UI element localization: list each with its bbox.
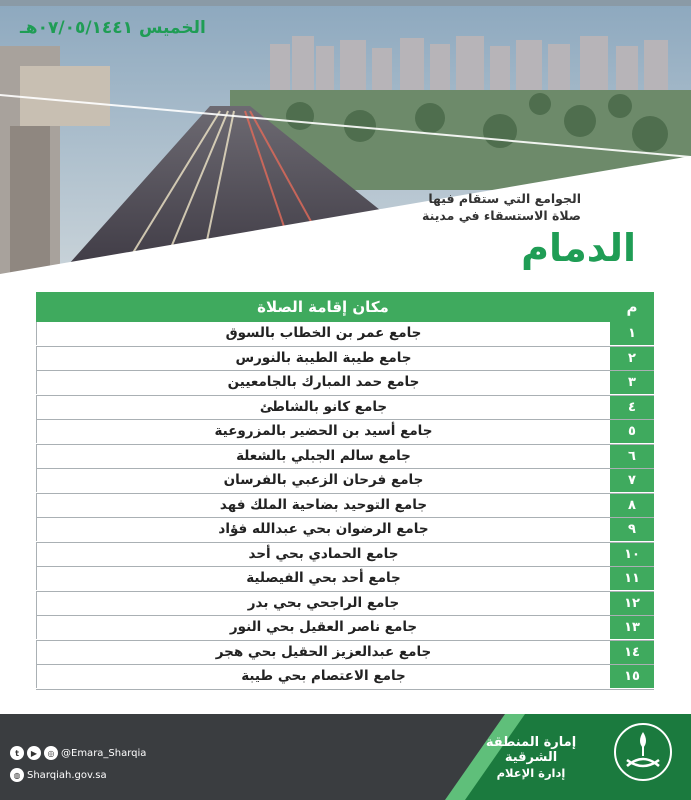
- row-place: جامع حمد المبارك بالجامعيين: [36, 371, 610, 394]
- row-place: جامع الحمادي بحي أحد: [36, 543, 610, 566]
- row-number: ١١: [610, 567, 654, 590]
- row-place: جامع الراجحي بحي بدر: [36, 592, 610, 615]
- table-body: [36, 322, 654, 690]
- row-place: جامع الرضوان بحي عبدالله فؤاد: [36, 518, 610, 541]
- table-row: [36, 396, 654, 421]
- row-place: جامع طيبة الطيبة بالنورس: [36, 347, 610, 370]
- row-number: ٣: [610, 371, 654, 394]
- header-number: م: [626, 298, 638, 316]
- row-number: ٧: [610, 469, 654, 492]
- row-number: ١: [610, 322, 654, 345]
- subtitle-line-2: صلاة الاستسقاء في مدينة: [422, 208, 581, 223]
- youtube-icon: ▶: [27, 746, 41, 760]
- row-number: ٤: [610, 396, 654, 419]
- table-row: [36, 665, 654, 690]
- row-number: ٥: [610, 420, 654, 443]
- row-place: جامع أحد بحي الفيصلية: [36, 567, 610, 590]
- row-place: جامع ناصر العقيل بحي النور: [36, 616, 610, 639]
- date-label: الخميس ٠٧/٠٥/١٤٤١هـ: [20, 18, 206, 38]
- twitter-handle: @Emara_Sharqia: [61, 747, 147, 759]
- row-number: ٢: [610, 347, 654, 370]
- row-number: ١٥: [610, 665, 654, 688]
- twitter-link[interactable]: [10, 742, 146, 764]
- saudi-emblem-icon: [613, 722, 673, 782]
- row-number: ١٠: [610, 543, 654, 566]
- website-url: Sharqiah.gov.sa: [27, 769, 107, 781]
- row-place: جامع سالم الجبلي بالشعلة: [36, 445, 610, 468]
- table-row: [36, 567, 654, 592]
- department-name: إدارة الإعلام: [496, 766, 566, 780]
- table-row: [36, 347, 654, 372]
- row-place: جامع عمر بن الخطاب بالسوق: [36, 322, 610, 345]
- row-place: جامع الاعتصام بحي طيبة: [36, 665, 610, 688]
- website-link[interactable]: [10, 764, 146, 786]
- row-number: ٨: [610, 494, 654, 517]
- table-row: [36, 616, 654, 641]
- subtitle-line-1: الجوامع التي ستقام فيها: [428, 191, 581, 206]
- row-number: ١٣: [610, 616, 654, 639]
- row-place: جامع كانو بالشاطئ: [36, 396, 610, 419]
- row-number: ١٢: [610, 592, 654, 615]
- city-title: الدمام: [521, 226, 636, 270]
- header-place: مكان إقامة الصلاة: [257, 298, 389, 316]
- row-place: جامع التوحيد بضاحية الملك فهد: [36, 494, 610, 517]
- web-icon: ◍: [10, 768, 24, 782]
- social-links: [10, 742, 146, 786]
- table-row: [36, 494, 654, 519]
- table-row: [36, 518, 654, 543]
- row-place: جامع عبدالعزيز الحقيل بحي هجر: [36, 641, 610, 664]
- row-place: جامع أسيد بن الحضير بالمزروعية: [36, 420, 610, 443]
- row-number: ٩: [610, 518, 654, 541]
- table-row: [36, 469, 654, 494]
- table-row: [36, 592, 654, 617]
- table-row: [36, 445, 654, 470]
- table-row: [36, 322, 654, 347]
- twitter-icon: t: [10, 746, 24, 760]
- instagram-icon: ◎: [44, 746, 58, 760]
- mosques-table: [36, 292, 654, 690]
- table-header: [36, 292, 654, 322]
- table-row: [36, 641, 654, 666]
- table-row: [36, 420, 654, 445]
- table-row: [36, 371, 654, 396]
- row-number: ٦: [610, 445, 654, 468]
- row-place: جامع فرحان الزعبي بالفرسان: [36, 469, 610, 492]
- subtitle: [281, 190, 581, 224]
- table-row: [36, 543, 654, 568]
- org-name: إمارة المنطقة الشرقية: [485, 735, 577, 765]
- row-number: ١٤: [610, 641, 654, 664]
